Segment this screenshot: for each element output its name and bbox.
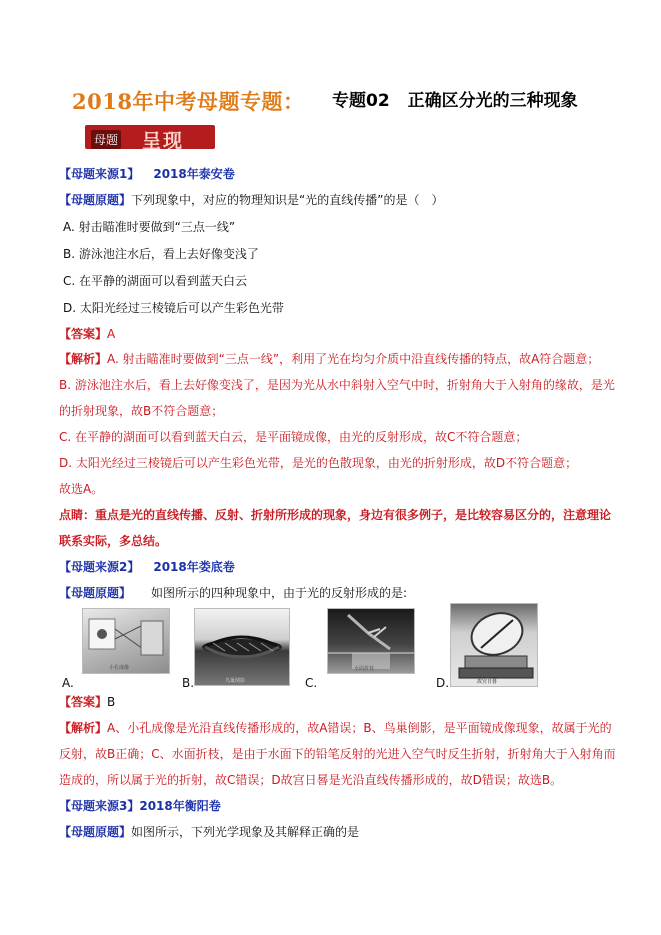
q1-tip-line-2: 联系实际，多总结。 — [59, 534, 168, 548]
q1-option-b: B. 游泳池注水后，看上去好像变浅了 — [63, 247, 259, 261]
q2-label-b: B. — [182, 676, 195, 690]
q2-analysis-line-2: 反射，故B正确；C、水面折枝，是由于水面下的铅笔反射的光进入空气时反生折射，折射角大于入射角而 — [59, 747, 616, 761]
q1-source: 【母题来源1】 2018年泰安卷 — [59, 167, 235, 181]
q2-image-b — [194, 608, 290, 686]
q2-caption-a: 小孔成像 — [109, 665, 130, 671]
q1-analysis-line-2: B. 游泳池注水后，看上去好像变浅了，是因为光从水中斜射入空气中时，折射角大于入射角的缘故，是光 — [59, 378, 615, 392]
q1-analysis-line-3: 的折射现象，故B不符合题意； — [59, 404, 224, 418]
q2-answer: 【答案】B — [59, 695, 116, 709]
q3-source: 【母题来源3】2018年衡阳卷 — [59, 799, 221, 813]
q2-image-a — [82, 608, 170, 674]
q2-caption-b: 鸟巢倒影 — [225, 678, 246, 684]
q1-answer: 【答案】A — [59, 327, 116, 341]
bird-nest-reflection — [195, 609, 289, 685]
q2-analysis-line-1: 【解析】A、小孔成像是光沿直线传播形成的，故A错误；B、鸟巢倒影，是平面镜成像现象，故属于光的 — [59, 721, 612, 735]
q1-option-d: D. 太阳光经过三棱镜后可以产生彩色光带 — [63, 301, 284, 315]
q2-image-c — [327, 608, 415, 674]
q1-option-c: C. 在平静的湖面可以看到蓝天白云 — [63, 274, 248, 288]
q2-label-d: D. — [436, 676, 450, 690]
topic-name: 正确区分光的三种现象 — [407, 91, 578, 111]
q1-analysis-line-1: 【解析】A. 射击瞄准时要做到“三点一线”，利用了光在均匀介质中沿直线传播的特点，故A符合题意； — [59, 352, 600, 366]
logo-small-text: 母题 — [91, 130, 121, 149]
q1-analysis-line-4: C. 在平静的湖面可以看到蓝天白云，是平面镜成像，由光的反射形成，故C不符合题意； — [59, 430, 528, 444]
page-title: 2018年中考母题专题： — [72, 89, 305, 114]
q3-question: 【母题原题】如图所示，下列光学现象及其解释正确的是 — [59, 825, 360, 839]
q1-analysis-line-5: D. 太阳光经过三棱镜后可以产生彩色光带，是光的色散现象，由光的折射形成，故D不符合题意； — [59, 456, 578, 470]
q1-analysis-line-6: 故选A。 — [59, 482, 104, 496]
section-logo — [85, 125, 215, 149]
topic-number: 专题02 — [332, 91, 390, 111]
q1-question: 【母题原题】下列现象中，对应的物理知识是“光的直线传播”的是（ ） — [59, 193, 444, 207]
topic-title — [332, 86, 578, 111]
q2-image-d — [450, 603, 538, 687]
q2-label-c: C. — [305, 676, 318, 690]
q2-analysis-line-3: 造成的，所以属于光的折射，故C错误；D故宫日晷是光沿直线传播形成的，故D错误；故选B。 — [59, 773, 563, 787]
logo-big-text: 呈现 — [142, 130, 185, 149]
q2-caption-c: 水面折枝 — [354, 666, 375, 672]
q1-option-a: A. 射击瞄准时要做到“三点一线” — [63, 220, 236, 234]
branch-refraction — [328, 609, 414, 673]
q2-question: 【母题原题】 如图所示的四种现象中，由于光的反射形成的是: — [59, 586, 408, 600]
q2-label-a: A. — [62, 676, 74, 690]
q1-tip-line-1: 点睛：重点是光的直线传播、反射、折射所形成的现象，身边有很多例子，是比较容易区分的，注意理论 — [59, 508, 612, 522]
sundial-illustration — [451, 604, 537, 686]
q2-source: 【母题来源2】 2018年娄底卷 — [59, 560, 235, 574]
q2-caption-d: 故宫日晷 — [477, 679, 498, 685]
